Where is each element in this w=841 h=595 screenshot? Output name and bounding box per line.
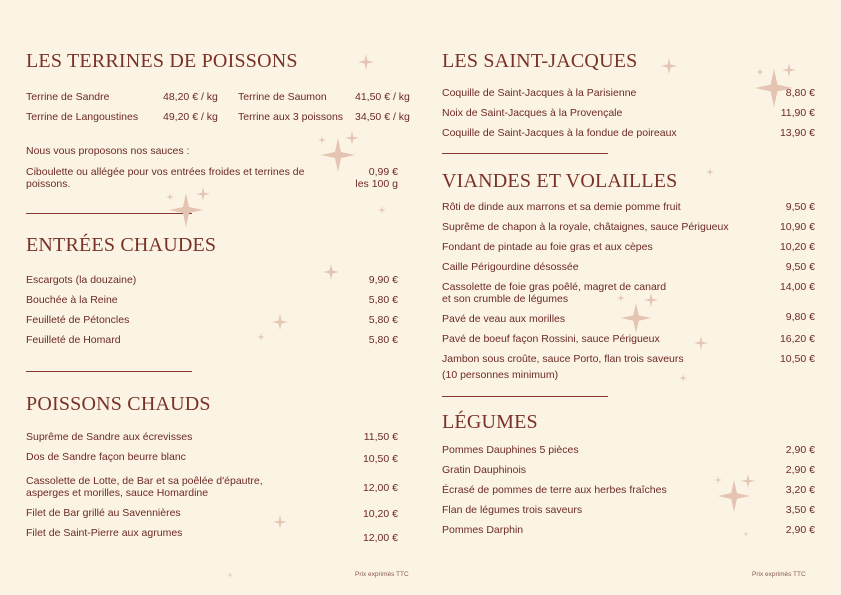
menu-item-price: 9,80 € [785, 311, 815, 323]
menu-item-price: 10,90 € [779, 221, 815, 233]
sparkle-star-icon [741, 474, 755, 488]
section-divider [442, 153, 608, 154]
menu-item-price: 10,20 € [779, 241, 815, 253]
menu-item-name: Bouchée à la Reine [26, 294, 118, 306]
sauce-description: Ciboulette ou allégée pour vos entrées froides et terrines de [26, 166, 305, 178]
sparkle-star-icon [706, 168, 714, 176]
sauce-unit: les 100 g [355, 178, 398, 190]
menu-item-name: Pommes Darphin [442, 524, 524, 536]
menu-item-price: 49,20 € / kg [163, 111, 218, 123]
sparkle-star-icon [318, 136, 326, 144]
menu-item-name-line2: et son crumble de légumes [442, 293, 569, 305]
section-title: POISSONS CHAUDS [26, 393, 211, 415]
menu-item-name: Coquille de Saint-Jacques à la Parisienne [442, 87, 637, 99]
sauces-intro: Nous vous proposons nos sauces : [26, 145, 190, 157]
sparkle-star-icon [694, 336, 708, 350]
menu-item-price: 8,80 € [785, 87, 815, 99]
menu-item-name: Pavé de veau aux morilles [442, 313, 566, 325]
sparkle-star-icon [323, 264, 339, 280]
menu-item-name: Pommes Dauphines 5 pièces [442, 444, 579, 456]
menu-item-name: Terrine de Saumon [238, 91, 327, 103]
menu-item-name: Écrasé de pommes de terre aux herbes fraîches [442, 484, 667, 496]
sauce-description: poissons. [26, 178, 71, 190]
menu-item-name: Filet de Saint-Pierre aux agrumes [26, 527, 183, 539]
menu-item-name: Coquille de Saint-Jacques à la fondue de poireaux [442, 127, 677, 139]
menu-item-name: Fondant de pintade au foie gras et aux cèpes [442, 241, 653, 253]
sparkle-star-icon [358, 54, 374, 70]
menu-item-name-line2: asperges et morilles, sauce Homardine [26, 487, 209, 499]
menu-item-price: 10,50 € [779, 353, 815, 365]
menu-item-name: Suprême de chapon à la royale, châtaignes, sauce Périgueux [442, 221, 729, 233]
menu-item-name: Cassolette de Lotte, de Bar et sa poêlée d'épautre, [26, 475, 263, 487]
menu-item-price: 12,00 € [362, 532, 398, 544]
menu-item-name: Terrine de Sandre [26, 91, 110, 103]
menu-item-price: 5,80 € [368, 294, 398, 306]
section-divider [442, 396, 608, 397]
menu-item-name: Terrine de Langoustines [26, 111, 139, 123]
section-title: LES TERRINES DE POISSONS [26, 50, 298, 72]
menu-item-price: 13,90 € [779, 127, 815, 139]
menu-item-name: Filet de Bar grillé au Savennières [26, 507, 181, 519]
menu-item-price: 2,90 € [785, 524, 815, 536]
menu-item-price: 10,50 € [362, 453, 398, 465]
sparkle-star-icon [644, 293, 658, 307]
sparkle-star-icon [345, 131, 359, 145]
sparkle-star-icon [782, 63, 796, 77]
menu-item-name-line2: (10 personnes minimum) [442, 369, 559, 381]
menu-item-price: 3,20 € [785, 484, 815, 496]
sparkle-star-icon [661, 58, 677, 74]
menu-item-name: Caille Périgourdine désossée [442, 261, 579, 273]
menu-item-price: 5,80 € [368, 314, 398, 326]
menu-item-price: 14,00 € [779, 281, 815, 293]
menu-item-price: 9,90 € [368, 274, 398, 286]
menu-item-name: Feuilleté de Homard [26, 334, 121, 346]
menu-item-price: 16,20 € [779, 333, 815, 345]
sparkle-star-icon [196, 187, 210, 201]
sparkle-star-icon [617, 294, 625, 302]
menu-item-price: 34,50 € / kg [355, 111, 410, 123]
footer-note: Prix exprimés TTC [752, 571, 806, 578]
menu-item-price: 9,50 € [785, 261, 815, 273]
menu-item-name: Feuilleté de Pétoncles [26, 314, 130, 326]
menu-item-price: 12,00 € [362, 482, 398, 494]
sparkle-star-icon [378, 206, 386, 214]
section-title: ENTRÉES CHAUDES [26, 234, 217, 256]
sparkle-star-icon [227, 572, 233, 578]
section-title: LÉGUMES [442, 411, 538, 433]
menu-item-price: 41,50 € / kg [355, 91, 410, 103]
menu-item-name: Pavé de boeuf façon Rossini, sauce Périgueux [442, 333, 660, 345]
sparkle-star-icon [679, 374, 687, 382]
menu-item-name: Rôti de dinde aux marrons et sa demie pomme fruit [442, 201, 681, 213]
sauce-price: 0,99 € [368, 166, 398, 178]
menu-item-name: Escargots (la douzaine) [26, 274, 137, 286]
menu-item-name: Terrine aux 3 poissons [238, 111, 344, 123]
menu-item-price: 5,80 € [368, 334, 398, 346]
section-divider [26, 213, 192, 214]
menu-item-name: Dos de Sandre façon beurre blanc [26, 451, 186, 463]
section-title: VIANDES ET VOLAILLES [442, 170, 678, 192]
menu-item-name: Jambon sous croûte, sauce Porto, flan trois saveurs [442, 353, 684, 365]
sparkle-star-icon [756, 68, 764, 76]
menu-item-price: 9,50 € [785, 201, 815, 213]
menu-item-price: 2,90 € [785, 444, 815, 456]
section-title: LES SAINT-JACQUES [442, 50, 638, 72]
sparkle-star-icon [714, 476, 722, 484]
menu-item-price: 2,90 € [785, 464, 815, 476]
sparkle-star-icon [257, 333, 265, 341]
menu-item-name: Flan de légumes trois saveurs [442, 504, 583, 516]
menu-item-price: 11,90 € [780, 107, 815, 119]
footer-note: Prix exprimés TTC [355, 571, 409, 578]
menu-item-name: Cassolette de foie gras poêlé, magret de canard [442, 281, 667, 293]
menu-item-price: 3,50 € [785, 504, 815, 516]
menu-item-price: 10,20 € [362, 508, 398, 520]
menu-item-price: 11,50 € [363, 431, 398, 443]
sparkle-star-icon [743, 531, 749, 537]
menu-item-name: Noix de Saint-Jacques à la Provençale [442, 107, 623, 119]
sparkle-star-icon [166, 193, 174, 201]
section-divider [26, 371, 192, 372]
sparkle-star-icon [272, 314, 288, 330]
menu-item-name: Gratin Dauphinois [442, 464, 527, 476]
menu-item-price: 48,20 € / kg [163, 91, 218, 103]
sparkle-star-icon [273, 515, 287, 529]
sparkle-star-icon [621, 303, 651, 333]
menu-item-name: Suprême de Sandre aux écrevisses [26, 431, 193, 443]
